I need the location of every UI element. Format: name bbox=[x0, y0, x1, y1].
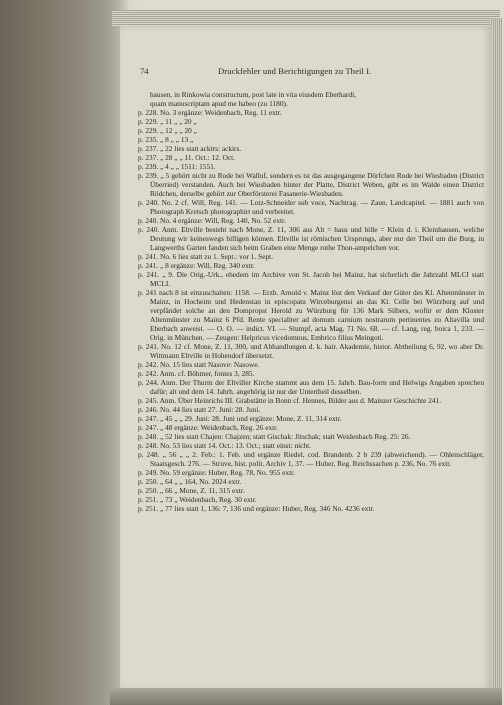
errata-entry: p. 241. No. 12 cf. Mone, Z. 11, 300, und Abhandlungen d. k. bair. Akademie, histor. Abtheilung 6, 92, wo aber Dr. Wittmann Eltville in Hohendorf übersetzt. bbox=[138, 342, 484, 360]
page-number: 74 bbox=[140, 66, 149, 76]
errata-entry: p. 241 nach 8 ist einzuschalten: 1158. — Erzb. Arnold v. Mainz löst den Verkauf der Güter des Kl. Altenmünster in Mainz, in Hocheim und Hedenstan in episcopatu Wirceburgensi an das Kl. Celle bei Würzburg auf und verpfändet solche an den Dompropst Herold zu Würzburg für 136 Mark Silbers, wofür er dem Kloster Altenmünster zu Mainz 6 Pfd. Rente specialiter ad domum carnium nostrarum pertinentes zu Altavilla und Eberbach anweist. — O. O. — indict. VI. — Stumpf, acta Mag. 71 No. 68. — cf. Lang, reg. boica 1, 233. — Orig. in München. — Zeugen: Helpricus vicedomnus, Embrico filius Meingoti. bbox=[138, 288, 484, 342]
errata-list bbox=[138, 90, 484, 513]
errata-entry: p. 229. „ 11 „ „ 20 „ bbox=[138, 117, 197, 126]
errata-entry: p. 237. „ 28 „ „ 11. Oct.: 12. Oct. bbox=[138, 153, 236, 162]
errata-entry: p. 242. No. 15 lies statt Nasove: Nasowe. bbox=[138, 360, 260, 369]
errata-entry: p. 240. Anm. Eltville besteht nach Mone, Z. 11, 306 aus Alt = haus und bille = Klein d. i. Kleinhausen, welche Deutung wir keineswegs billigen können. Eltville ist römischen Ursprungs, aber nur der Theil um die Burg, in Langwerths Garten fanden sich beim Graben eine Menge rothe Thon-ampelchen vor. bbox=[138, 225, 484, 252]
errata-entry: p. 250. „ 66 „ Mone, Z. 11, 315 extr. bbox=[138, 486, 245, 495]
errata-entry: p. 240. No. 4 ergänze: Will, Reg. 140, No. 52 extr. bbox=[138, 216, 286, 225]
errata-entry: p. 228. No. 3 ergänze: Weidenbach, Reg. 11 extr. bbox=[138, 108, 282, 117]
errata-entry: p. 248. „ 56 „ „ 2. Feb.: 1. Feb. und ergänze Riedel, cod. Brandenb. 2 b 239 (abweichend). — Ohlenschläger, Staatsgesch. 276. — Struve, hist. polit. Archiv 1, 37. — Huber, Reg. Reichssachen p. 236, No. 76 extr. bbox=[138, 450, 484, 468]
page-stack-top-edge bbox=[112, 10, 500, 26]
errata-entry: p. 249. No. 59 ergänze: Huber, Reg. 78, No. 955 extr. bbox=[138, 468, 296, 477]
errata-entry: p. 250. „ 64 „ „ 164, No. 2024 extr. bbox=[138, 477, 242, 486]
errata-entry: quam manuscriptam apud me habeo (zu 1180). bbox=[150, 99, 288, 108]
errata-entry: p. 251. „ 73 „ Weidenbach, Reg. 30 extr. bbox=[138, 495, 257, 504]
errata-entry: hausen, in Rinkowia constructum, post late in vita eiusdem Eberhardi, bbox=[150, 90, 356, 99]
errata-entry: p. 239. „ 4 „ „ 1511: 1551. bbox=[138, 162, 216, 171]
errata-entry: p. 242. Anm. cf. Böhmer, fontes 3, 285. bbox=[138, 369, 255, 378]
page-bottom-shadow bbox=[110, 688, 502, 705]
errata-entry: p. 246. No. 44 lies statt 27. Juni: 28. Juni. bbox=[138, 405, 261, 414]
errata-entry: p. 251. „ 77 lies statt 1, 136: 7, 136 und ergänze: Huber, Reg. 346 No. 4236 extr. bbox=[138, 504, 375, 513]
errata-entry: p. 237. „ 22 lies statt acktrs: ackirs. bbox=[138, 144, 242, 153]
errata-entry: p. 247. „ 48 ergänze: Weidenbach, Reg. 26 extr. bbox=[138, 423, 279, 432]
running-header bbox=[138, 66, 468, 78]
errata-entry: p. 229. „ 12 „ „ 20 „ bbox=[138, 126, 197, 135]
errata-entry: p. 244. Anm. Der Thurm der Eltviller Kirche stammt aus dem 15. Jahrh. Bau-form und Helwigs Angaben sprechen dafür; alt und dem 14. Jahrh. angehörig ist nur der Untertheil desselben. bbox=[138, 378, 484, 396]
running-title: Druckfehler und Berichtigungen zu Theil I. bbox=[218, 66, 372, 76]
errata-entry: p. 239. „ 5 gehört nicht zu Rode bei Walluf, sondern es ist das ausgegangene Dörfchen Rode bei Wiesbaden (District Überried) verstanden. Auch bei Wiesbaden hinter der Platte, District Weben, gibt es im Walde einen District Rödchen, derselbe gehört zur Oberförsterei Fasanerie-Wiesbaden. bbox=[138, 171, 484, 198]
errata-entry: p. 241. „ 8 ergänze: Will, Reg. 340 extr. bbox=[138, 261, 255, 270]
errata-entry: p. 240. No. 2 cf. Will, Reg. 141. — Lotz-Schneider sub voce, Nachtrag. — Zaun, Landcapitel. — 1881 auch von Photograph Kretsch photographirt und verbreitet. bbox=[138, 198, 484, 216]
errata-entry: p. 248. No. 53 lies statt 14. Oct.: 13. Oct.; statt einst: nicht. bbox=[138, 441, 311, 450]
errata-entry: p. 235. „ 8 „ „ 13 „ bbox=[138, 135, 194, 144]
errata-entry: p. 241. No. 6 lies statt zu 1. Sept.: vor 1. Sept. bbox=[138, 252, 274, 261]
errata-entry: p. 248. „ 52 lies statt Chajen: Chajzen; statt Gischak: Jitschak; statt Weidenbach Reg. 25: 26. bbox=[138, 432, 411, 441]
errata-entry: p. 241. „ 9. Die Orig.-Urk., ehedem im Archive von St. Jacob bei Mainz, hat sicherlich die Jahrzahl MLCI statt MCLI. bbox=[138, 270, 484, 288]
errata-entry: p. 247. „ 45 „ „ 29. Juni: 28. Juni und ergänze: Mone, Z. 11, 314 extr. bbox=[138, 414, 342, 423]
errata-entry: p. 245. Anm. Über Heinrichs III. Grabstätte in Bonn cf. Hennes, Bilder aus d. Mainzer Geschichte 241. bbox=[138, 396, 442, 405]
